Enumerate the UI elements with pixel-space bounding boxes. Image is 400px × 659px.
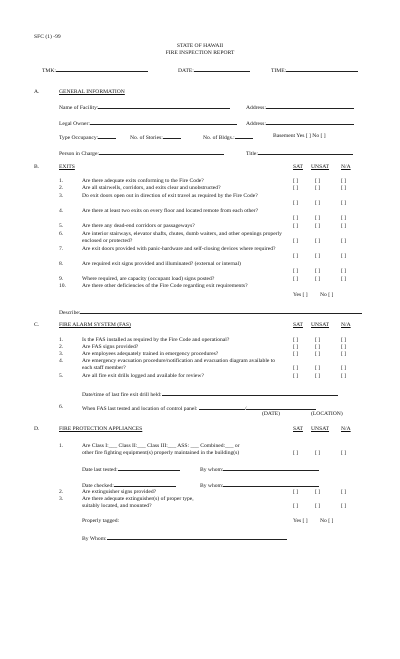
sat-checkbox[interactable]: [ ]: [293, 215, 299, 221]
fas-item-number: 5.: [59, 373, 64, 379]
date-field[interactable]: DATE:: [178, 66, 250, 75]
na-checkbox[interactable]: [ ]: [341, 337, 347, 343]
exit-item-number: 8.: [59, 261, 64, 267]
na-checkbox[interactable]: [ ]: [341, 373, 347, 379]
exit-item-number: 2.: [59, 185, 64, 191]
na-header: N/A: [341, 164, 351, 170]
unsat-checkbox[interactable]: [ ]: [315, 238, 321, 244]
na-checkbox[interactable]: [ ]: [341, 253, 347, 259]
fas-question: Are all fire exit drills logged and available for review?: [82, 373, 204, 379]
na-checkbox[interactable]: [ ]: [341, 238, 347, 244]
sat-checkbox[interactable]: [ ]: [293, 373, 299, 379]
fas-item-number: 3.: [59, 351, 64, 357]
fas-item-number: 1.: [59, 337, 64, 343]
na-checkbox[interactable]: [ ]: [341, 200, 347, 206]
sat-checkbox[interactable]: [ ]: [293, 450, 299, 456]
exit-no-checkbox[interactable]: No [ ]: [320, 292, 334, 298]
facility-name-field[interactable]: Name of Facility:: [59, 103, 230, 112]
na-checkbox[interactable]: [ ]: [341, 185, 347, 191]
unsat-header: UNSAT: [311, 164, 330, 170]
appliance-question: Are Class I:___ Class II:___ Class III:___ ASS: ___ Combined:___ or: [82, 443, 240, 449]
exit-item-number: 10.: [59, 283, 66, 289]
appliance-item-number: 1.: [59, 443, 64, 449]
unsat-checkbox[interactable]: [ ]: [315, 253, 321, 259]
sat-checkbox[interactable]: [ ]: [293, 268, 299, 274]
sat-checkbox[interactable]: [ ]: [293, 344, 299, 350]
exit-yes-checkbox[interactable]: Yes [ ]: [293, 292, 308, 298]
person-in-charge-field[interactable]: Person in Charge:: [59, 149, 224, 158]
unsat-header: UNSAT: [311, 322, 330, 328]
na-checkbox[interactable]: [ ]: [341, 351, 347, 357]
unsat-header: UNSAT: [311, 426, 330, 432]
occupancy-type-field[interactable]: Type Occupancy:: [59, 133, 116, 142]
exit-item-number: 5.: [59, 223, 64, 229]
stories-field[interactable]: No. of Stories:: [130, 133, 181, 142]
basement-checkbox[interactable]: Basement Yes [ ] No [ ]: [273, 133, 326, 139]
na-checkbox[interactable]: [ ]: [341, 223, 347, 229]
date-last-tested-field[interactable]: Date last tested:: [82, 465, 180, 474]
section-d-letter: D.: [34, 426, 40, 432]
form-code: SFC (1) -99: [34, 34, 61, 40]
section-b-title: EXITS: [59, 164, 75, 170]
appliance-item-number: 2.: [59, 489, 64, 495]
exit-question: Do exit doors open out in direction of exit travel as required by the Fire Code?: [82, 193, 258, 199]
describe-field[interactable]: Describe:: [59, 308, 362, 317]
location-caption: (LOCATION): [311, 411, 343, 417]
unsat-checkbox[interactable]: [ ]: [315, 503, 321, 509]
owner-address-field[interactable]: Address:: [246, 119, 354, 128]
exit-item-number: 9.: [59, 276, 64, 282]
tagged-yes-checkbox[interactable]: Yes [ ]: [293, 518, 308, 524]
unsat-checkbox[interactable]: [ ]: [315, 200, 321, 206]
last-drill-field[interactable]: Date/time of last fire exit drill held:: [82, 390, 338, 399]
unsat-checkbox[interactable]: [ ]: [315, 450, 321, 456]
title-field[interactable]: Title:: [246, 149, 353, 158]
tagged-by-field[interactable]: By Whom:: [82, 534, 287, 543]
unsat-checkbox[interactable]: [ ]: [315, 178, 321, 184]
sat-checkbox[interactable]: [ ]: [293, 351, 299, 357]
tmk-field[interactable]: TMK:: [42, 66, 148, 75]
fas-question: Are employees adequately trained in emergency procedures?: [82, 351, 219, 357]
sat-header: SAT: [293, 322, 303, 328]
sat-checkbox[interactable]: [ ]: [293, 337, 299, 343]
fas-item-number: 6.: [59, 404, 64, 410]
exit-question: Are there at least two exits on every floor and located remote from each other?: [82, 208, 259, 214]
unsat-checkbox[interactable]: [ ]: [315, 223, 321, 229]
exit-question: Are interior stairways, elevator shafts, chutes, dumb waiters, and other openings properly enclosed or protected?: [82, 231, 282, 244]
section-c-letter: C.: [34, 322, 40, 328]
na-checkbox[interactable]: [ ]: [341, 178, 347, 184]
date-caption: (DATE): [262, 411, 281, 417]
exit-item-number: 7.: [59, 246, 64, 252]
unsat-checkbox[interactable]: [ ]: [315, 276, 321, 282]
buildings-field[interactable]: No. of Bldgs.:: [203, 133, 253, 142]
time-field[interactable]: TIME:: [271, 66, 358, 75]
sat-checkbox[interactable]: [ ]: [293, 200, 299, 206]
exit-item-number: 1.: [59, 178, 64, 184]
exit-question: Are there any dead-end corridors or passageways?: [82, 223, 195, 229]
tagged-no-checkbox[interactable]: No [ ]: [320, 518, 334, 524]
na-header: N/A: [341, 322, 351, 328]
sat-checkbox[interactable]: [ ]: [293, 489, 299, 495]
section-d-title: FIRE PROTECTION APPLIANCES: [59, 426, 143, 432]
unsat-checkbox[interactable]: [ ]: [315, 215, 321, 221]
appliance-question: suitably located, and mounted?: [82, 503, 152, 509]
exit-question: Are all stairwells, corridors, and exits clear and unobstructed?: [82, 185, 221, 191]
unsat-checkbox[interactable]: [ ]: [315, 337, 321, 343]
na-checkbox[interactable]: [ ]: [341, 276, 347, 282]
exit-question: Are there other deficiencies of the Fire Code regarding exit requirements?: [82, 283, 248, 289]
appliance-question: other fire fighting equipment(s) properly maintained in the building(s): [82, 450, 240, 456]
report-title: FIRE INSPECTION REPORT: [165, 50, 235, 56]
legal-owner-field[interactable]: Legal Owner:: [59, 119, 237, 128]
section-a-letter: A.: [34, 89, 40, 95]
sat-checkbox[interactable]: [ ]: [293, 185, 299, 191]
unsat-checkbox[interactable]: [ ]: [315, 489, 321, 495]
appliance-question: Are there adequate extinguisher(s) of proper type,: [82, 496, 194, 502]
exit-question: Are there adequate exits conforming to the Fire Code?: [82, 178, 204, 184]
section-b-letter: B.: [34, 164, 40, 170]
na-checkbox[interactable]: [ ]: [341, 344, 347, 350]
exit-question: Are required exit signs provided and illuminated? (external or internal): [82, 261, 241, 267]
fas-test-field[interactable]: When FAS last tested and location of control panel: /: [82, 404, 316, 413]
fas-question: Are emergency evacuation procedure/notification and evacuation diagram available to each staff member?: [82, 358, 276, 371]
appliance-question: Are extinguisher signs provided?: [82, 489, 157, 495]
tested-by-field[interactable]: By whom:: [200, 465, 319, 474]
unsat-checkbox[interactable]: [ ]: [315, 351, 321, 357]
sat-header: SAT: [293, 164, 303, 170]
exit-question: Are exit doors provided with panic-hardware and self-closing devices where required?: [82, 246, 276, 252]
unsat-checkbox[interactable]: [ ]: [315, 268, 321, 274]
state-heading: STATE OF HAWAII: [176, 43, 224, 49]
na-checkbox[interactable]: [ ]: [341, 489, 347, 495]
na-header: N/A: [341, 426, 351, 432]
exit-item-number: 6.: [59, 231, 64, 237]
sat-checkbox[interactable]: [ ]: [293, 253, 299, 259]
section-c-title: FIRE ALARM SYSTEM (FAS): [59, 322, 131, 328]
section-a-title: GENERAL INFORMATION: [59, 89, 125, 95]
exit-item-number: 4.: [59, 208, 64, 214]
na-checkbox[interactable]: [ ]: [341, 215, 347, 221]
sat-checkbox[interactable]: [ ]: [293, 365, 299, 371]
fas-question: Is the FAS installed as required by the Fire Code and operational?: [82, 337, 230, 343]
properly-tagged-label: Properly tagged:: [82, 518, 120, 524]
sat-checkbox[interactable]: [ ]: [293, 238, 299, 244]
sat-checkbox[interactable]: [ ]: [293, 223, 299, 229]
sat-checkbox[interactable]: [ ]: [293, 276, 299, 282]
checked-by-field[interactable]: By whom:: [200, 481, 319, 490]
unsat-checkbox[interactable]: [ ]: [315, 373, 321, 379]
exit-question: Where required, are capacity (occupant load) signs posted?: [82, 276, 215, 282]
sat-checkbox[interactable]: [ ]: [293, 503, 299, 509]
na-checkbox[interactable]: [ ]: [341, 268, 347, 274]
facility-address-field[interactable]: Address:: [246, 103, 354, 112]
na-checkbox[interactable]: [ ]: [341, 365, 347, 371]
exit-item-number: 3.: [59, 193, 64, 199]
sat-checkbox[interactable]: [ ]: [293, 178, 299, 184]
fas-item-number: 2.: [59, 344, 64, 350]
unsat-checkbox[interactable]: [ ]: [315, 344, 321, 350]
date-checked-field[interactable]: Date checked:: [82, 481, 176, 490]
appliance-item-number: 3.: [59, 496, 64, 502]
fas-item-number: 4.: [59, 358, 64, 364]
unsat-checkbox[interactable]: [ ]: [315, 185, 321, 191]
sat-header: SAT: [293, 426, 303, 432]
fas-question: Are FAS signs provided?: [82, 344, 139, 350]
unsat-checkbox[interactable]: [ ]: [315, 365, 321, 371]
na-checkbox[interactable]: [ ]: [341, 503, 347, 509]
na-checkbox[interactable]: [ ]: [341, 450, 347, 456]
